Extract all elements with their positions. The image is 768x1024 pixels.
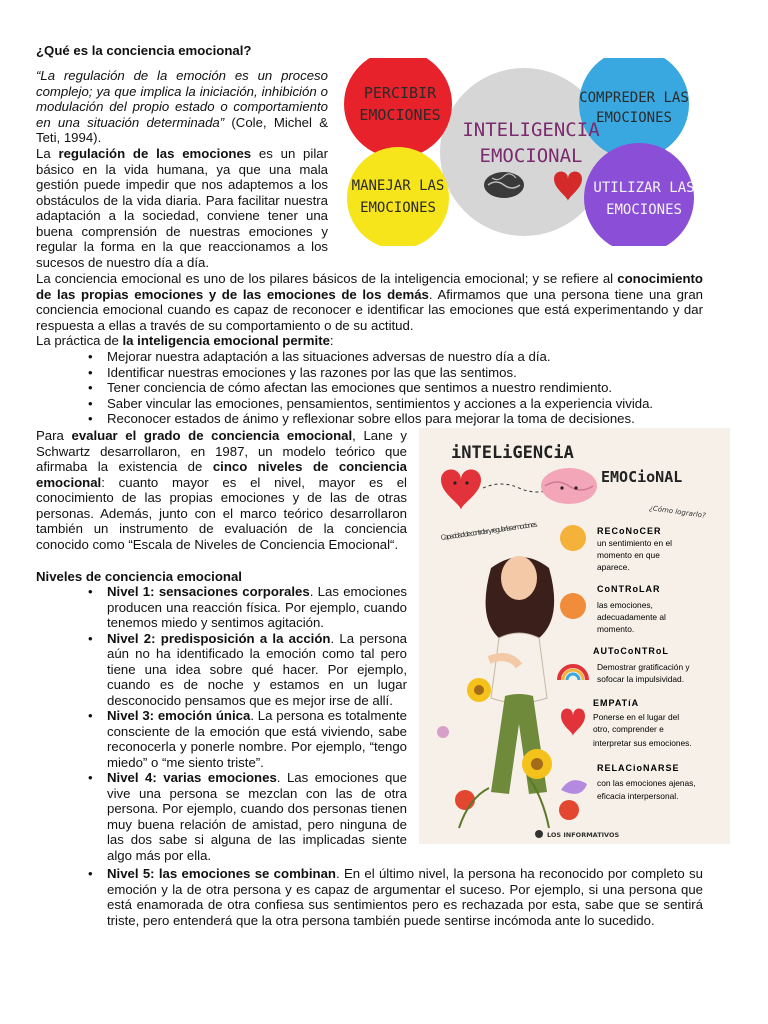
footer-logo-icon [535,830,543,838]
list-item: • Identificar nuestras emociones y las razones por las que las sentimos. [107,365,707,381]
item-heading: CoNTRoLAR [597,584,661,594]
levels-intro-paragraph: Para evaluar el grado de conciencia emocional, Lane y Schwartz desarrollaron, en 1987, un modelo teórico que afirmaba la existencia de cinco niveles de conciencia emocional: cuanto mayor es el nivel, mayor es el conocimiento de las propias emociones y de las de otras personas. Además, junto con el marco teórico desarrollaron también un instrumento de evaluación de la conciencia conocido como “Escala de Niveles de Conciencia Emocional“. [36,428,407,552]
item-text: Ponerse en el lugar del [593,712,680,722]
item-text: otro, comprender e [593,724,664,734]
center-line2: EMOCIONAL [479,145,583,167]
item-heading: AUToCoNTRoL [593,646,669,656]
brain-icon [484,172,524,198]
list-item: • Saber vincular las emociones, pensamientos, sentimientos y acciones a la experiencia vivida. [107,396,707,412]
item-text: un sentimiento en el [597,538,672,548]
understand-line2: EMOCIONES [596,110,672,126]
item-text: momento. [597,624,635,634]
item-text: sofocar la impulsividad. [597,674,685,684]
infographic-title-2: EMOCioNAL [601,468,683,486]
item-text: interpretar sus emociones. [593,738,692,748]
list-item: • Nivel 2: predisposición a la acción. La persona aún no ha identificado la emoción como tal pero tiene una idea sobre qué hacer. Por ejemplo, cuando es de noche y estamos en un lugar desconocido pensamos que es mejor irse de allí. [107,631,407,709]
item-heading: RECoNoCER [597,526,662,536]
list-item: • Nivel 4: varias emociones. Las emociones que vive una persona se mezclan con las de otra persona. Por ejemplo, cuando dos personas tienen muy buena relación de amistad, pero ninguna de las dos sabe si alguna de las implicadas siente algo más por ella. [107,770,407,863]
list-item: • Nivel 5: las emociones se combinan. En el último nivel, la persona ha reconocido por completo su emoción y la de otra persona y es capaz de argumentar el suceso. Por ejemplo, si una persona que está enamorada de otra confiesa sus sentimientos pero es rechazada por esta, sabe que se sentirá triste, pero entenderá que la otra persona también puede sentirse incómoda ante lo sucedido. [107,866,703,928]
item-text: momento en que [597,550,660,560]
practice-intro: La práctica de la inteligencia emocional permite: [36,333,334,348]
manage-circle [347,147,449,246]
item-heading: RELACioNARSE [597,763,680,773]
quote-citation: (Cole, Michel & Teti, 1994). [36,114,328,145]
infographic [419,428,730,844]
manage-line1: MANEJAR LAS [351,178,445,194]
item-heading: EMPATíA [593,698,640,708]
item-text: adecuadamente al [597,612,666,622]
use-line1: UTILIZAR LAS [593,180,695,196]
quote-block [36,68,328,146]
manage-line2: EMOCIONES [360,200,436,216]
center-line1: INTELIGENCIA [462,119,600,141]
benefits-list [107,349,707,427]
item-text: Demostrar gratificación y [597,662,690,672]
infographic-subtitle: ¿Cómo lograrlo? [648,504,707,520]
perceive-line1: PERCIBIR [363,84,437,102]
levels-list [107,584,407,863]
item-text: con las emociones ajenas, [597,778,696,788]
list-item: • Tener conciencia de cómo afectan las emociones que sentimos a nuestro rendimiento. [107,380,707,396]
control-icon [560,593,586,619]
brain-character-icon [541,468,597,504]
item-text: las emociones, [597,600,653,610]
understand-line1: COMPREDER LAS [579,90,689,106]
perceive-line2: EMOCIONES [359,106,441,124]
emotional-intelligence-diagram [340,58,698,246]
levels-heading: Niveles de conciencia emocional [36,569,242,584]
item-text: eficacia interpersonal. [597,791,679,801]
awareness-paragraph: La conciencia emocional es uno de los pilares básicos de la inteligencia emocional; y se refiere al conocimiento de las propias emociones y de las emociones de los demás. Afirmamos que una persona tiene una gran conciencia emocional cuando es capaz de reconocer e identificar las emociones que está experimentando y dar respuesta a ellas a través de su comportamiento o de su actitud. [36,271,703,333]
infographic-title-1: iNTELiGENCiA [451,443,574,463]
use-line2: EMOCIONES [606,202,682,218]
levels-list-continued [107,866,703,928]
page-title: ¿Qué es la conciencia emocional? [36,43,252,58]
list-item: • Nivel 1: sensaciones corporales. Las emociones producen una reacción física. Por ejemplo, cuando tenemos miedo y sentimos agitación. [107,584,407,631]
lightbulb-icon [560,525,586,551]
list-item: • Nivel 3: emoción única. La persona es totalmente consciente de la emoción que está viviendo, sabe reconocerla y ponerle nombre. Por ejemplo, “tengo miedo” o “me siento triste”. [107,708,407,770]
item-text: aparece. [597,562,630,572]
list-item: • Mejorar nuestra adaptación a las situaciones adversas de nuestro día a día. [107,349,707,365]
regulation-paragraph: La regulación de las emociones es un pilar básico en la vida humana, ya que una mala gestión puede impedir que nos adaptemos a los obstáculos de la vida diaria. Para facilitar nuestra adaptación a la sociedad, conviene tener una buena comprensión de nuestras emociones y regular la forma en la que reaccionamos a los sucesos de nuestro día a día. [36,146,328,270]
capacity-text: Capacidad de controlar y regular las emociones. [440,520,539,542]
list-item: • Reconocer estados de ánimo y reflexionar sobre ellos para mejorar la toma de decisiones. [107,411,707,427]
quote-text: “La regulación de la emoción es un proceso complejo; ya que implica la iniciación, inhibición o modulación del propio estado o comportamiento en una situación determinada” [36,68,328,130]
infographic-footer: LOS INFORMATIVOS [547,831,620,839]
